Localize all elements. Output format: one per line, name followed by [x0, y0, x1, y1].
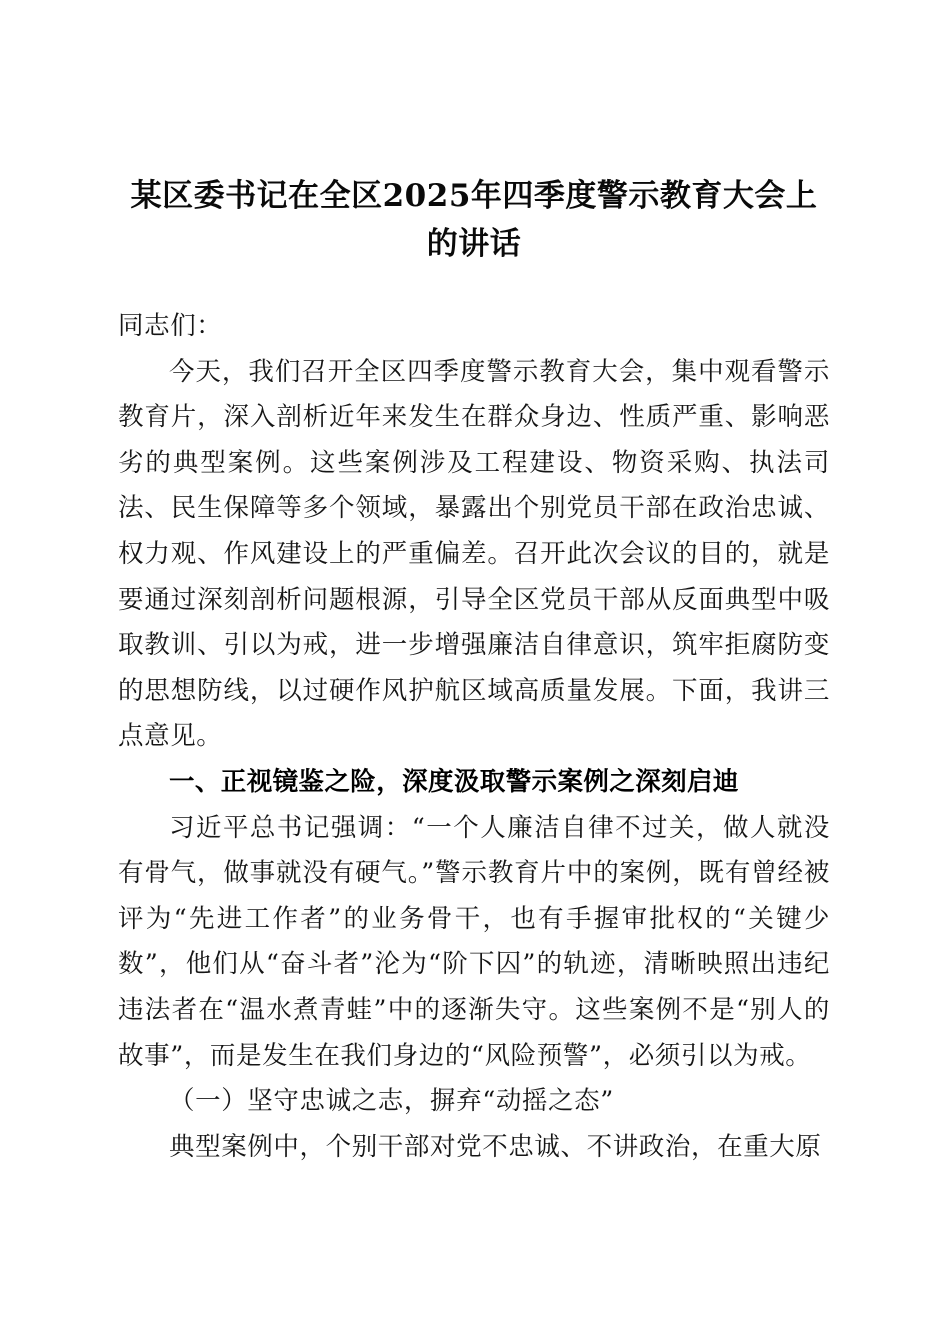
page-title: 某区委书记在全区2025年四季度警示教育大会上的讲话 — [130, 178, 818, 262]
body-paragraph-1: 今天，我们召开全区四季度警示教育大会，集中观看警示教育片，深入剖析近年来发生在群众身边、性质严重、影响恶劣的典型案例。这些案例涉及工程建设、物资采购、执法司法、民生保障等多个领域，暴露出个别党员干部在政治忠诚、权力观、作风建设上的严重偏差。召开此次会议的目的，就是要通过深刻剖析问题根源，引导全区党员干部从反面典型中吸取教训、引以为戒，进一步增强廉洁自律意识，筑牢拒腐防变的思想防线，以过硬作风护航区域高质量发展。下面，我讲三点意见。 — [118, 356, 830, 752]
sub-heading-1: （一）坚守忠诚之志，摒弃“动摇之态” — [169, 1086, 614, 1117]
body-paragraph-2: 习近平总书记强调：“一个人廉洁自律不过关，做人就没有骨气，做事就没有硬气。”警示教育片中的案例，既有曾经被评为“先进工作者”的业务骨干，也有手握审批权的“关键少数”，他们从“奋斗者”沦为“阶下囚”的轨迹，清晰映照出违纪违法者在“温水煮青蛙”中的逐渐失守。这些案例不是“别人的故事”，而是发生在我们身边的“风险预警”，必须引以为戒。 — [118, 812, 830, 1071]
body-paragraph-3: 典型案例中，个别干部对党不忠诚、不讲政治，在重大原 — [169, 1131, 822, 1162]
title-spacer — [118, 268, 830, 304]
section-heading-1: 一、正视镜鉴之险，深度汲取警示案例之深刻启迪 — [169, 766, 739, 797]
document-body — [118, 0, 830, 1170]
salutation: 同志们： — [118, 311, 223, 341]
